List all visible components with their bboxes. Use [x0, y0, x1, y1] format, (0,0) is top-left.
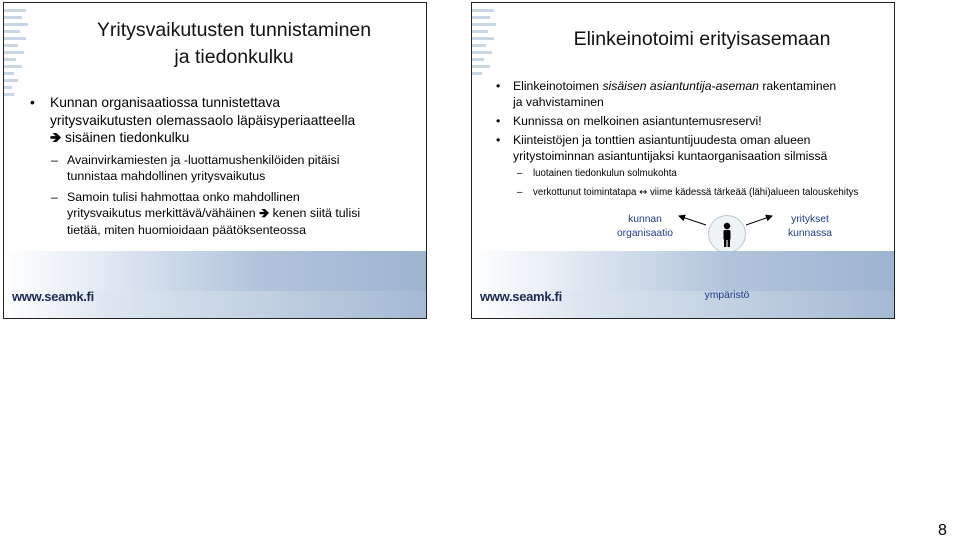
- seamk-logo: www.seamk.fi: [12, 289, 94, 304]
- person-node: [708, 215, 746, 253]
- diagram-label-organisation: [610, 213, 680, 241]
- bullet-dot: •: [496, 133, 501, 147]
- bullet-dot: •: [30, 95, 35, 110]
- title-line: ja tiedonkulku: [174, 46, 294, 68]
- dash-marker: –: [51, 152, 58, 167]
- sub-bullet-text: verkottunut toimintatapa: [533, 186, 637, 198]
- bullet-dot: •: [496, 114, 501, 128]
- bullet-dot: •: [496, 79, 501, 93]
- diagram-label-text: kunnan: [628, 214, 662, 225]
- bullet-text: rakentaminen: [758, 79, 837, 93]
- sub-bullet-text: kenen siitä tulisi: [272, 206, 361, 221]
- title-line: Yritysvaikutusten tunnistaminen: [96, 19, 372, 41]
- sub-bullet-text: luotainen tiedonkulun solmukohta: [533, 168, 677, 179]
- sub-bullet-text: tietää, miten huomioidaan päätöksenteossa: [67, 222, 307, 237]
- bullet-text: [513, 78, 895, 94]
- slide-title: Elinkeinotoimi erityisasemaan: [573, 28, 831, 50]
- bullet-list: [496, 78, 895, 204]
- slide-title: [54, 17, 414, 71]
- bullet-list: [30, 94, 425, 238]
- sub-bullet-text: [67, 205, 425, 222]
- diagram-label-environment: ympäristö: [704, 290, 750, 301]
- footer-band: [472, 251, 894, 291]
- bullet-text-emphasis: sisäisen asiantuntija-aseman: [602, 79, 759, 93]
- double-arrow-icon: ↔: [639, 186, 648, 198]
- bullet-text: Kiinteistöjen ja tonttien asiantuntijuudesta oman alueen: [513, 133, 811, 147]
- arrow-to-companies: [746, 216, 772, 225]
- bullet-text: Kunnan organisaatiossa tunnistettava: [50, 95, 281, 110]
- sub-bullet-text: Avainvirkamiesten ja -luottamushenkilöiden pitäisi: [67, 152, 340, 167]
- bullet-text: ja vahvistaminen: [513, 95, 604, 109]
- sub-bullet-text: viime kädessä tärkeää (lähi)alueen talouskehitys: [649, 186, 859, 198]
- sub-bullet-item: [30, 189, 425, 239]
- diagram-label-text: kunnassa: [787, 228, 833, 239]
- person-icon: [709, 216, 745, 252]
- diagram-label-text: yritykset: [791, 214, 829, 225]
- sub-bullet-text: tunnistaa mahdollinen yritysvaikutus: [67, 169, 266, 184]
- dash-marker: –: [517, 168, 523, 179]
- sub-bullet-item: [30, 152, 425, 185]
- footer-band: [4, 251, 426, 291]
- arrow-right-icon: 🡺: [259, 205, 270, 221]
- sub-bullet-text: Samoin tulisi hahmottaa onko mahdollinen: [67, 189, 300, 204]
- bullet-item: [496, 78, 895, 110]
- slide-2: [471, 2, 895, 319]
- bullet-text: yritystoiminnan asiantuntijaksi kuntaorganisaation silmissä: [513, 149, 828, 163]
- bullet-text: Elinkeinotoimen: [513, 79, 603, 93]
- bullet-item: [496, 132, 895, 164]
- sub-bullet-item: [496, 186, 895, 200]
- sub-bullet-text: yritysvaikutus merkittävä/vähäinen: [67, 206, 256, 221]
- bullet-item: [496, 113, 895, 129]
- diagram-label-text: organisaatio: [616, 228, 674, 239]
- bullet-text: [50, 129, 425, 148]
- diagram-label-companies: [775, 213, 845, 241]
- sub-bullet-item: [496, 167, 895, 181]
- dash-marker: –: [517, 186, 523, 198]
- bullet-text: Kunnissa on melkoinen asiantuntemusreservi!: [513, 114, 762, 128]
- seamk-logo: www.seamk.fi: [480, 289, 562, 304]
- arrow-to-organisation: [679, 216, 706, 225]
- page-number: 8: [938, 522, 947, 539]
- arrow-right-icon: 🡺: [50, 130, 62, 146]
- slide-1: [3, 2, 427, 319]
- bullet-item: [30, 94, 425, 148]
- bullet-text: sisäinen tiedonkulku: [65, 130, 190, 145]
- dash-marker: –: [51, 189, 58, 204]
- bullet-text: yritysvaikutusten olemassaolo läpäisyperiaatteella: [50, 112, 356, 128]
